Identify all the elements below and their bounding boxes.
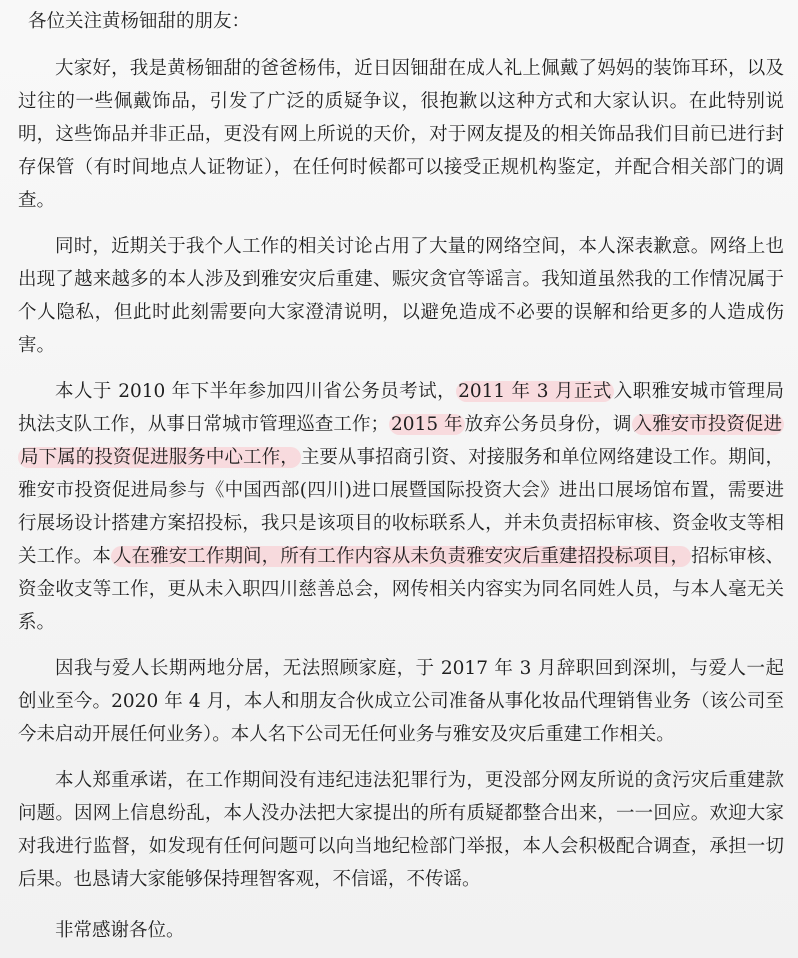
paragraph-1 [18,52,784,217]
salutation: 各位关注黄杨钿甜的朋友： [28,11,251,32]
highlighted-text: 2015 年 [391,414,463,435]
paragraph-text: 本人于 2010 年下半年参加四川省公务员考试， [55,381,457,402]
highlighted-text: 2011 年 3 月正式 [458,381,612,402]
paragraph-text: 放弃公务员身份，调 [464,414,632,435]
paragraph-text: 本人郑重承诺，在工作期间没有违纪违法犯罪行为，更没部分网友所说的贪污灾后重建款问题。因网上信息纷乱，本人没办法把大家提出的所有质疑都整合出来，一一回应。欢迎大家对我进行监督，如发现有任何问题可以向当地纪检部门举报，本人会积极配合调查，承担一切后果。也恳请大家能够保持理智客观，不信谣，不传谣。 [18,770,784,890]
paragraph-2 [18,230,784,362]
paragraph-4 [18,652,784,751]
highlighted-text: 入雅安市投资促进局下属的投资促进服务中心工作， [20,414,782,468]
paragraph-text: 主要从事招商引资、对接服务和单位网络建设工作。期间，雅安市投资促进局参与《中国西部(四川)进口展暨国际投资大会》进出口展场馆布置，需要进行展场设计搭建方案招投标，我只是该项目的收标联系人，并未负责招标审核、资金收支等相关工作。本 [18,447,784,567]
paragraph-text: 招标审核、资金收支等工作，更从未入职四川慈善总会，网传相关内容实为同名同姓人员，与本人毫无关系。 [18,546,784,633]
paragraph-text: 同时，近期关于我个人工作的相关讨论占用了大量的网络空间，本人深表歉意。网络上也出现了越来越多的本人涉及到雅安灾后重建、赈灾贪官等谣言。我知道虽然我的工作情况属于个人隐私，但此时此刻需要向大家澄清说明，以避免造成不必要的误解和给更多的人造成伤害。 [18,236,784,356]
paragraph-text: 因我与爱人长期两地分居，无法照顾家庭，于 2017 年 3 月辞职回到深圳，与爱人一起创业至今。2020 年 4 月，本人和朋友合伙成立公司准备从事化妆品代理销售业务（该公司至今未启动开展任何业务）。本人名下公司无任何业务与雅安及灾后重建工作相关。 [18,658,784,745]
paragraph-text: 大家好，我是黄杨钿甜的爸爸杨伟，近日因钿甜在成人礼上佩戴了妈妈的装饰耳环，以及过往的一些佩戴饰品，引发了广泛的质疑争议，很抱歉以这种方式和大家认识。在此特别说明，这些饰品并非正品，更没有网上所说的天价，对于网友提及的相关饰品我们目前已进行封存保管（有时间地点人证物证），在任何时候都可以接受正规机构鉴定，并配合相关部门的调查。 [18,58,784,211]
paragraph-5 [18,764,784,896]
highlighted-text: 人在雅安工作期间，所有工作内容从未负责雅安灾后重建招投标项目， [112,546,690,567]
paragraph-text: 入职雅安城市管理局执法支队工作，从事日常城市管理巡查工作； [18,381,784,435]
paragraph-3 [18,375,784,639]
closing-line: 非常感谢各位。 [55,920,185,941]
